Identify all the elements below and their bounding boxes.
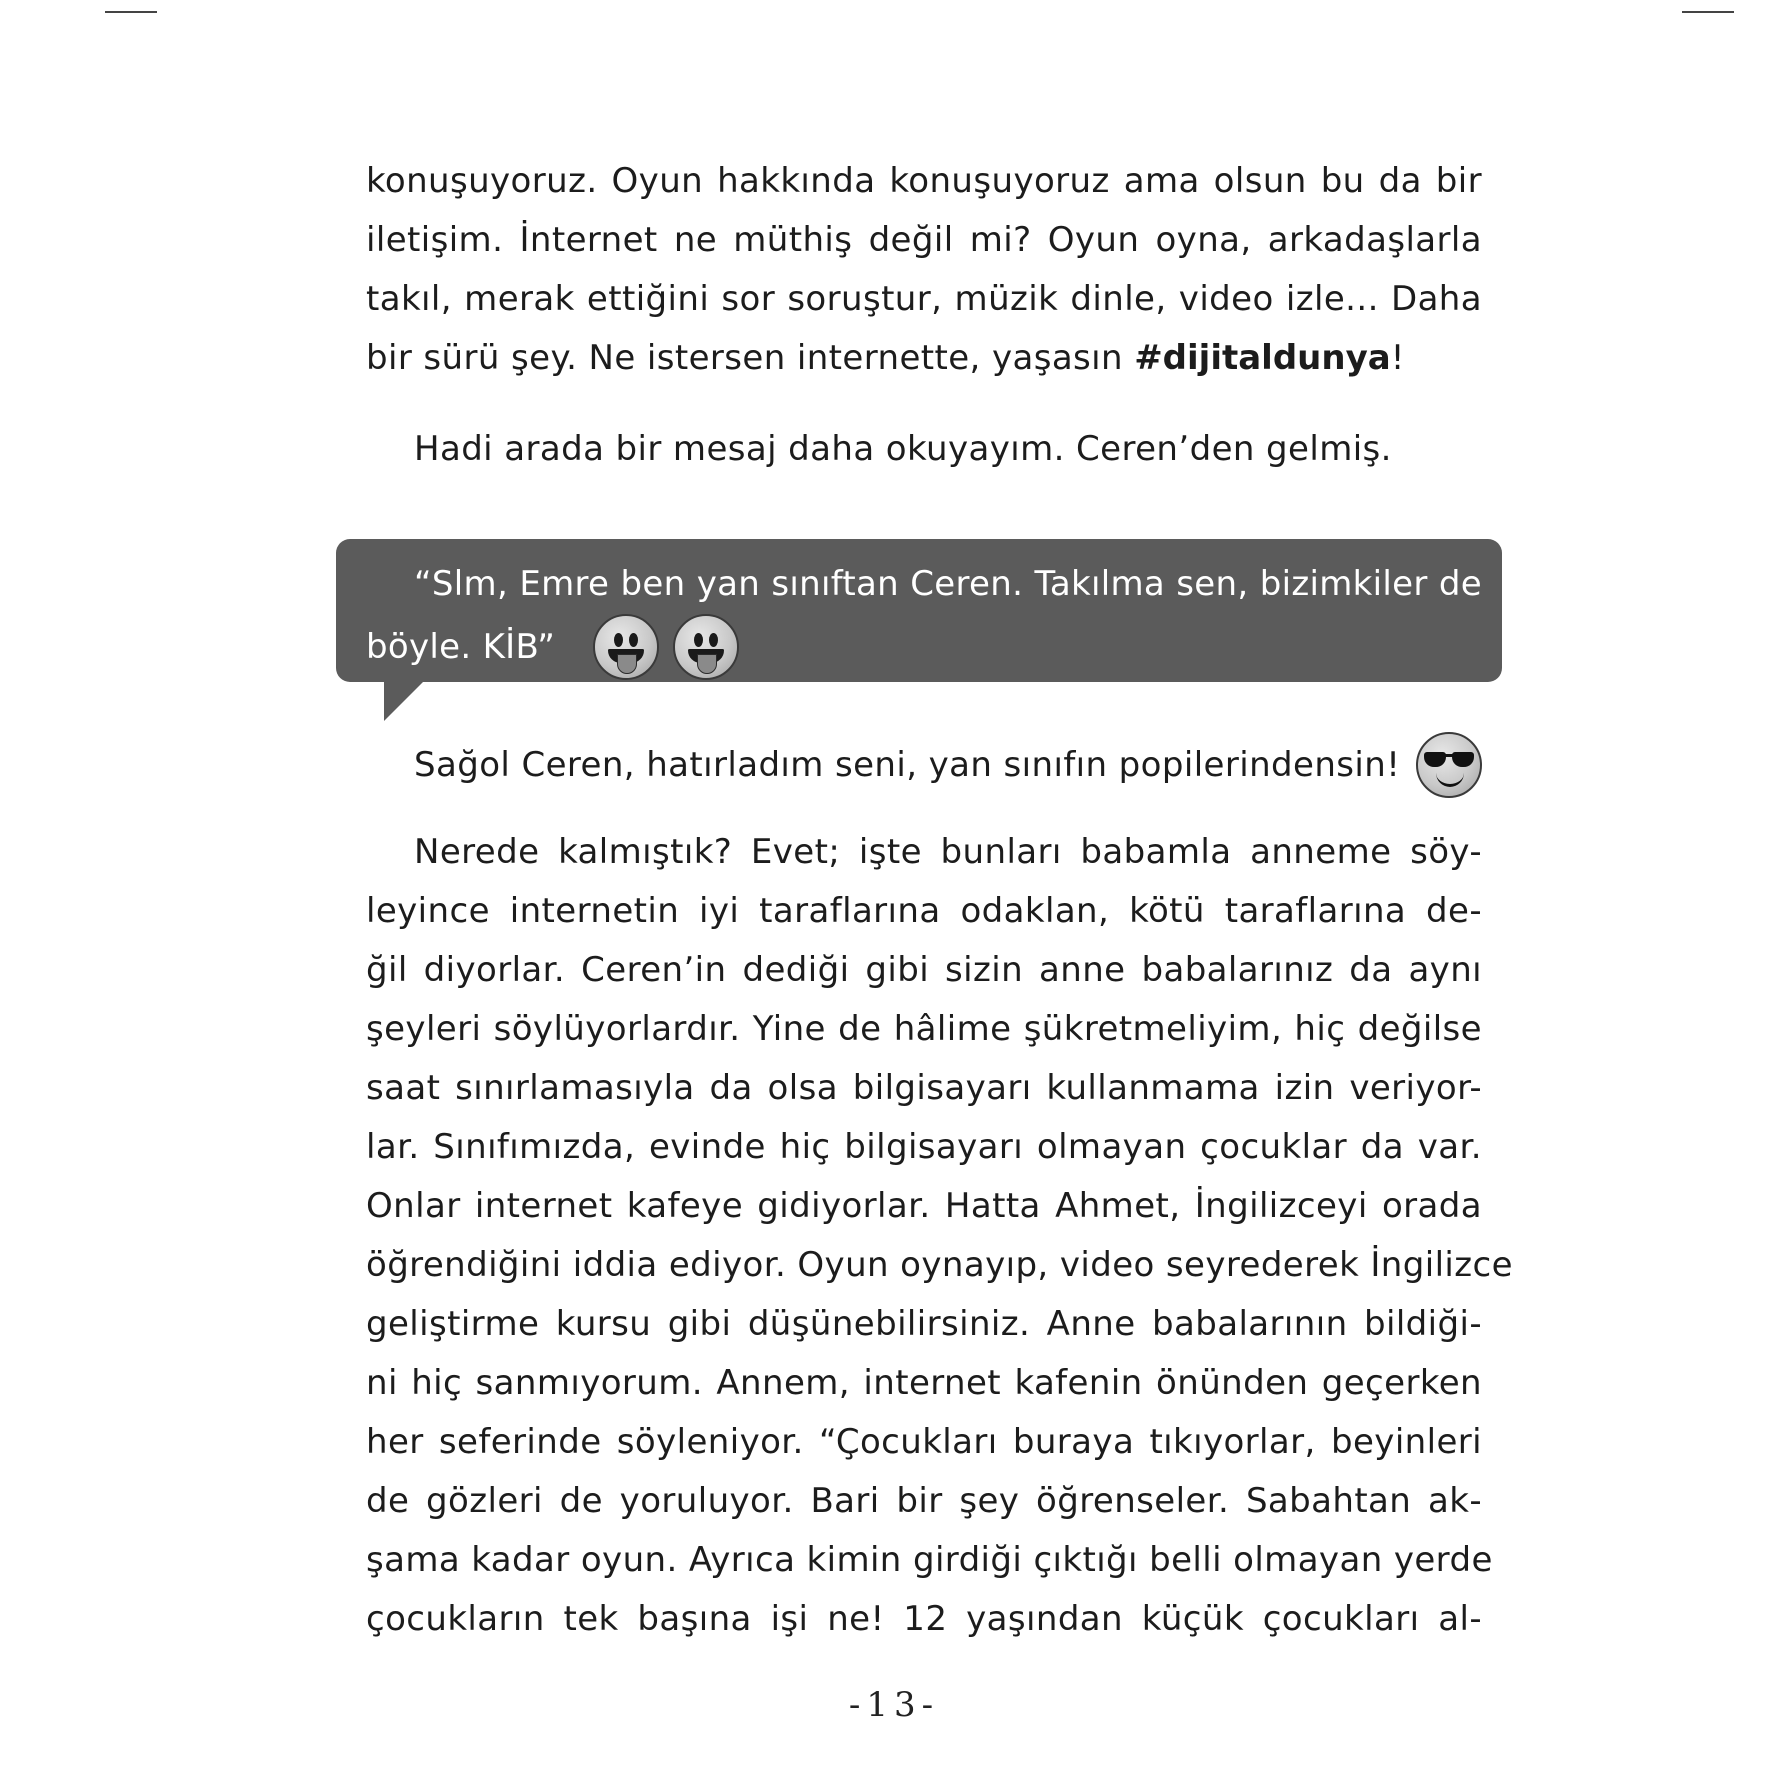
paragraph-1 xyxy=(366,152,1482,388)
sunglasses-emoji-icon xyxy=(1416,732,1482,798)
reply-text: Sağol Ceren, hatırladım seni, yan sınıfın popilerindensin! xyxy=(414,744,1401,785)
paragraph-3-line: leyince internetin iyi taraflarına odaklan, kötü taraflarına de- xyxy=(366,891,1482,931)
paragraph-1-last-line-text: bir sürü şey. Ne istersen internette, yaşasın xyxy=(366,338,1135,378)
paragraph-3-line: de gözleri de yoruluyor. Bari bir şey öğrenseler. Sabahtan ak- xyxy=(366,1481,1482,1521)
message-bubble-tail xyxy=(384,681,424,721)
paragraph-3-line: Onlar internet kafeye gidiyorlar. Hatta Ahmet, İngilizceyi orada xyxy=(366,1186,1482,1226)
paragraph-3-line: ni hiç sanmıyorum. Annem, internet kafenin önünden geçerken xyxy=(366,1363,1482,1403)
page-number: -13- xyxy=(848,1685,940,1725)
message-line-2 xyxy=(366,614,1482,680)
message-bubble xyxy=(336,539,1502,682)
paragraph-2-text: Hadi arada bir mesaj daha okuyayım. Ceren’den gelmiş. xyxy=(414,429,1392,469)
paragraph-3-line: çocukların tek başına işi ne! 12 yaşından küçük çocukları al- xyxy=(366,1599,1482,1639)
paragraph-3-line: şama kadar oyun. Ayrıca kimin girdiği çıktığı belli olmayan yerde xyxy=(366,1540,1493,1580)
tongue-out-emoji-icon xyxy=(593,614,659,680)
paragraph-1-exclamation: ! xyxy=(1390,338,1405,378)
paragraph-3-line: şeyleri söylüyorlardır. Yine de hâlime şükretmeliyim, hiç değilse xyxy=(366,1009,1482,1049)
paragraph-3-line: lar. Sınıfımızda, evinde hiç bilgisayarı olmayan çocuklar da var. xyxy=(366,1127,1482,1167)
paragraph-3-line: saat sınırlamasıyla da olsa bilgisayarı kullanmama izin veriyor- xyxy=(366,1068,1482,1108)
paragraph-1-line: takıl, merak ettiğini sor soruştur, müzik dinle, video izle... Daha xyxy=(366,279,1482,319)
paragraph-3 xyxy=(366,823,1513,1649)
hashtag-dijitaldunya: #dijitaldunya xyxy=(1134,338,1391,378)
crop-mark-right xyxy=(1682,11,1734,13)
paragraph-1-last-line xyxy=(366,329,1482,388)
paragraph-2 xyxy=(366,420,1482,479)
paragraph-3-line: ğil diyorlar. Ceren’in dediği gibi sizin anne babalarınız da aynı xyxy=(366,950,1482,990)
reply xyxy=(366,732,1482,798)
paragraph-3-line: her seferinde söyleniyor. “Çocukları buraya tıkıyorlar, beyinleri xyxy=(366,1422,1482,1462)
paragraph-3-line: Nerede kalmıştık? Evet; işte bunları babamla anneme söy- xyxy=(414,832,1482,872)
paragraph-1-line: konuşuyoruz. Oyun hakkında konuşuyoruz ama olsun bu da bir xyxy=(366,161,1482,201)
tongue-out-emoji-icon xyxy=(673,614,739,680)
paragraph-3-line: öğrendiğini iddia ediyor. Oyun oynayıp, video seyrederek İngilizce xyxy=(366,1245,1513,1285)
message-line-2-text: böyle. KİB” xyxy=(366,626,556,667)
message-line-1: “Slm, Emre ben yan sınıftan Ceren. Takılma sen, bizimkiler de xyxy=(414,564,1482,604)
crop-mark-left xyxy=(105,11,157,13)
paragraph-3-line: geliştirme kursu gibi düşünebilirsiniz. Anne babalarının bildiği- xyxy=(366,1304,1482,1344)
paragraph-1-line: iletişim. İnternet ne müthiş değil mi? Oyun oyna, arkadaşlarla xyxy=(366,220,1482,260)
message-bubble-text xyxy=(366,555,1482,680)
